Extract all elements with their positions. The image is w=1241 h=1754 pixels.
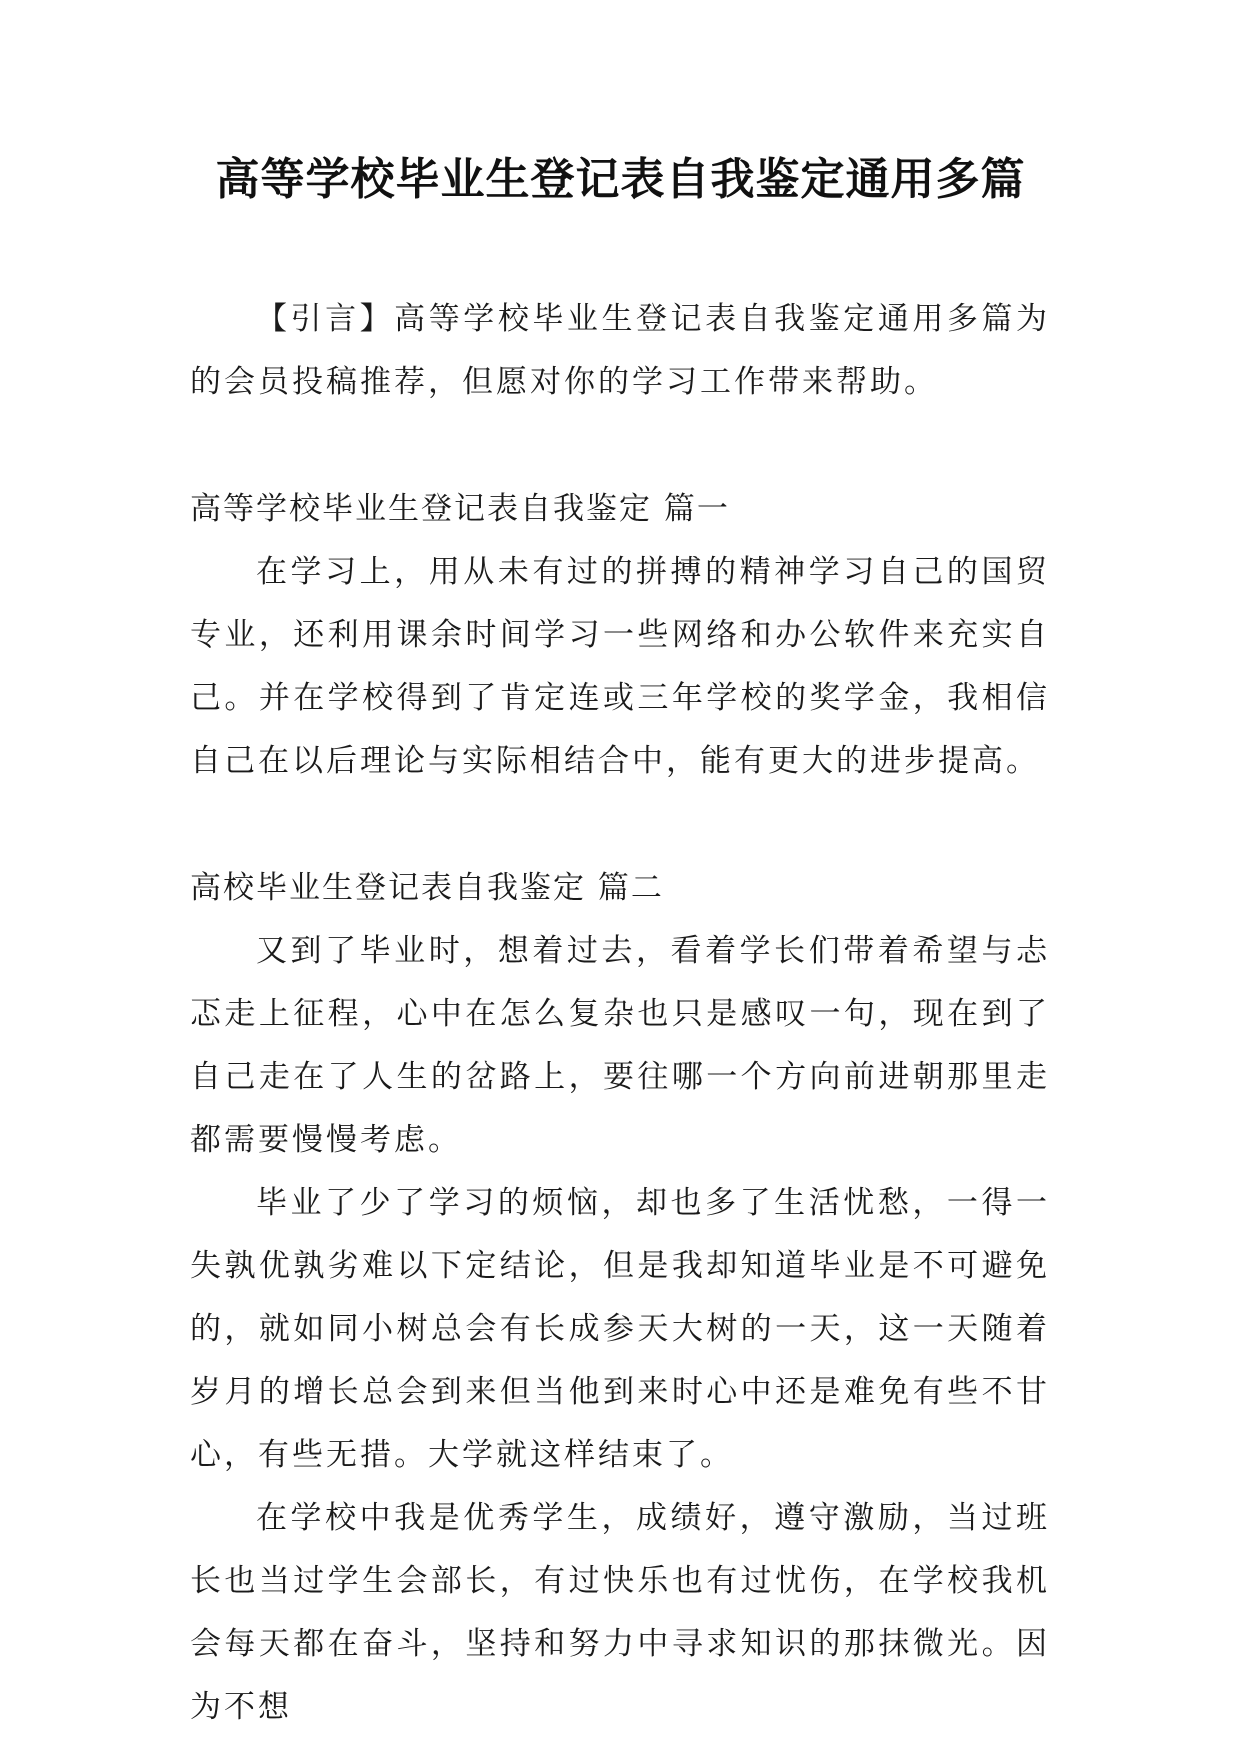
document-title: 高等学校毕业生登记表自我鉴定通用多篇 — [215, 154, 1026, 205]
body-paragraph: 在学校中我是优秀学生，成绩好，遵守激励，当过班长也当过学生会部长，有过快乐也有过忧伤，在学校我机会每天都在奋斗，坚持和努力中寻求知识的那抹微光。因为不想 — [190, 1500, 1050, 1725]
section-1 — [190, 478, 1050, 793]
body-paragraph: 在学习上，用从未有过的拼搏的精神学习自己的国贸专业，还利用课余时间学习一些网络和办公软件来充实自己。并在学校得到了肯定连或三年学校的奖学金，我相信自己在以后理论与实际相结合中，能有更大的进步提高。 — [190, 554, 1050, 779]
document-body — [190, 288, 1050, 1739]
section-heading: 高等学校毕业生登记表自我鉴定 篇一 — [190, 491, 730, 527]
section-2 — [190, 857, 1050, 1739]
intro-paragraph: 【引言】高等学校毕业生登记表自我鉴定通用多篇为的会员投稿推荐，但愿对你的学习工作带来帮助。 — [190, 301, 1050, 400]
spacer — [190, 414, 1050, 478]
section-heading: 高校毕业生登记表自我鉴定 篇二 — [190, 870, 664, 906]
body-paragraph: 毕业了少了学习的烦恼，却也多了生活忧愁，一得一失孰优孰劣难以下定结论，但是我却知道毕业是不可避免的，就如同小树总会有长成参天大树的一天，这一天随着岁月的增长总会到来但当他到来时心中还是难免有些不甘心，有些无措。大学就这样结束了。 — [190, 1185, 1050, 1473]
spacer — [190, 793, 1050, 857]
body-paragraph: 又到了毕业时，想着过去，看着学长们带着希望与忐忑走上征程，心中在怎么复杂也只是感叹一句，现在到了自己走在了人生的岔路上，要往哪一个方向前进朝那里走都需要慢慢考虑。 — [190, 933, 1050, 1158]
